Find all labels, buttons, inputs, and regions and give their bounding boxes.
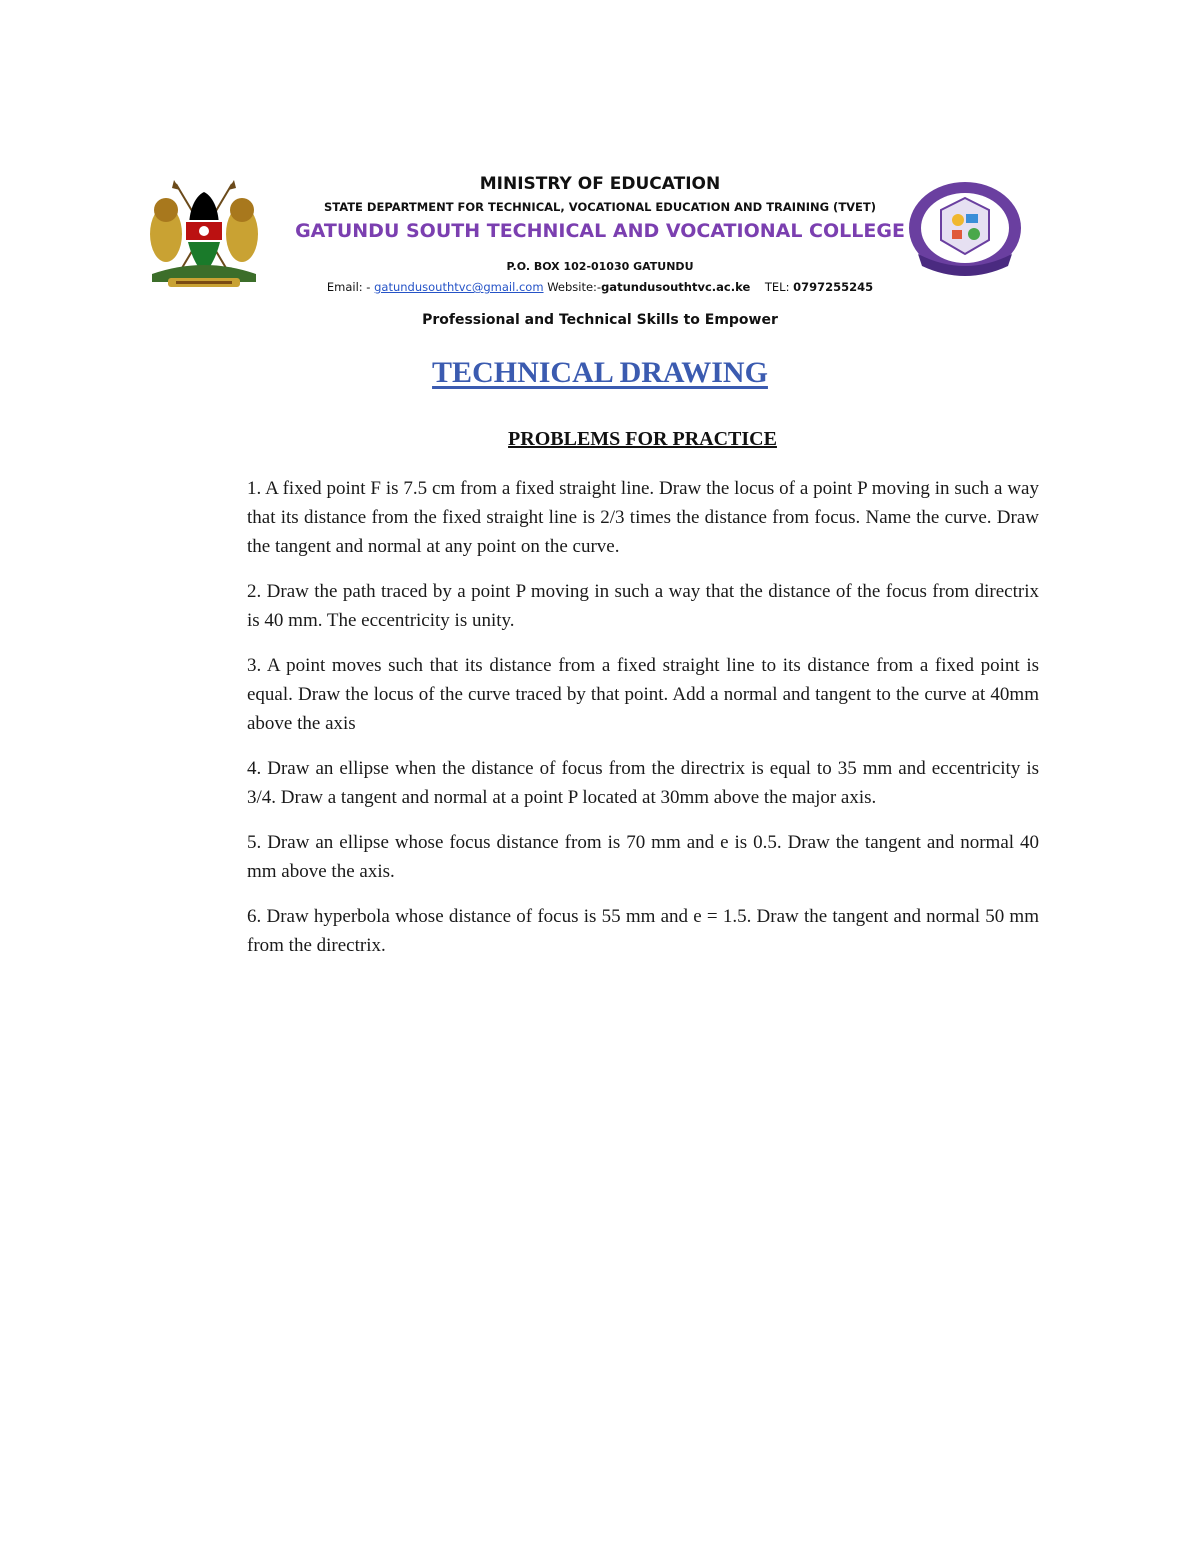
website-value[interactable]: gatundusouthtvc.ac.ke — [601, 280, 751, 294]
document-subtitle: PROBLEMS FOR PRACTICE — [508, 428, 777, 450]
website-label: Website:- — [547, 280, 602, 294]
problem-item-1: 1. A fixed point F is 7.5 cm from a fixed straight line. Draw the locus of a point P moving in such a way that its distance from the fixed straight line is 2/3 times the distance from focus. Name the curve. Draw the tangent and normal at any point on the curve. — [247, 478, 1039, 557]
problem-item-3: 3. A point moves such that its distance from a fixed straight line to its distance from a fixed point is equal. Draw the locus of the curve traced by that point. Add a normal and tangent to the curve at 40mm above the axis — [247, 655, 1039, 734]
college-motto: Professional and Technical Skills to Empower — [422, 312, 778, 328]
tel-label: TEL: — [764, 280, 790, 294]
problem-list — [247, 474, 1039, 976]
tel-value: 0797255245 — [793, 280, 874, 294]
document-title: TECHNICAL DRAWING — [432, 356, 768, 389]
problem-item-5: 5. Draw an ellipse whose focus distance from is 70 mm and e is 0.5. Draw the tangent and normal 40 mm above the axis. — [247, 832, 1039, 882]
problem-item-2: 2. Draw the path traced by a point P moving in such a way that the distance of the focus from directrix is 40 mm. The eccentricity is unity. — [247, 581, 1039, 631]
contact-line — [0, 280, 1200, 294]
email-label: Email: - — [326, 280, 371, 294]
department-heading: STATE DEPARTMENT FOR TECHNICAL, VOCATIONAL EDUCATION AND TRAINING (TVET) — [323, 200, 877, 214]
problem-item-4: 4. Draw an ellipse when the distance of focus from the directrix is equal to 35 mm and eccentricity is 3/4. Draw a tangent and normal at a point P located at 30mm above the major axis. — [247, 758, 1039, 808]
ministry-heading: MINISTRY OF EDUCATION — [479, 174, 721, 194]
email-link[interactable]: gatundusouthtvc@gmail.com — [374, 280, 544, 294]
problem-item-6: 6. Draw hyperbola whose distance of focus is 55 mm and e = 1.5. Draw the tangent and normal 50 mm from the directrix. — [247, 906, 1039, 956]
college-name: GATUNDU SOUTH TECHNICAL AND VOCATIONAL COLLEGE — [295, 220, 905, 242]
postal-address: P.O. BOX 102-01030 GATUNDU — [506, 260, 694, 273]
